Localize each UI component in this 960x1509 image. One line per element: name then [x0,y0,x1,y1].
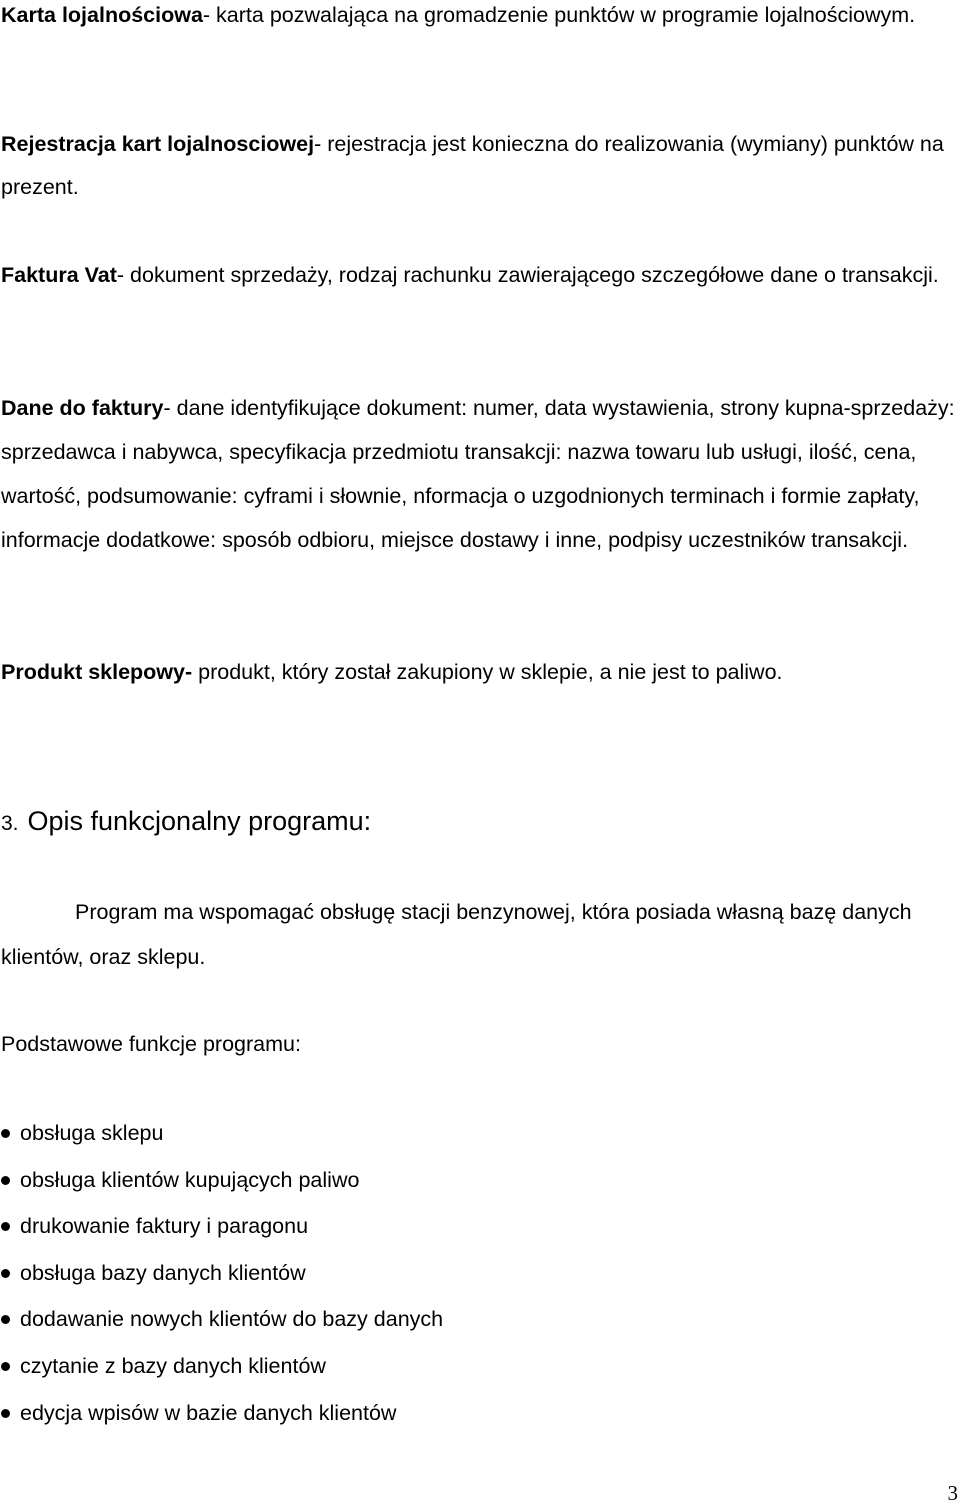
list-item [0,1250,443,1297]
definition-term: Faktura Vat [1,263,117,287]
list-item [0,1157,443,1204]
list-item-text: edycja wpisów w bazie danych klientów [20,1400,397,1425]
functions-list [0,1110,443,1436]
list-item [0,1203,443,1250]
definition-term: Dane do faktury [1,396,164,420]
list-item-text: czytanie z bazy danych klientów [20,1353,326,1378]
list-item-text: dodawanie nowych klientów do bazy danych [20,1307,444,1332]
list-item-text: obsługa klientów kupujących paliwo [20,1167,360,1192]
definition-paragraph [1,386,959,562]
bullet-icon [1,1176,10,1185]
definition-text: produkt, który został zakupiony w sklepie, a nie jest to paliwo. [192,660,783,684]
list-item [0,1390,443,1437]
bullet-icon [1,1129,10,1138]
page-number: 3 [947,1481,958,1505]
definition-paragraph [1,0,959,37]
bullet-icon [1,1222,10,1231]
definition-text: - dokument sprzedaży, rodzaj rachunku zawierającego szczegółowe dane o transakcji. [116,263,939,287]
definition-text: - dane identyfikujące dokument: numer, data wystawienia, strony kupna-sprzedaży: sprzedawca i nabywca, specyfikacja przedmiotu transakcji: nazwa towaru lub usługi, ilość, cena, wartość, podsumowanie: cyframi i słownie, nformacja o uzgodnionych terminach i formie zapłaty, informacje dodatkowe: sposób odbioru, miejsce dostawy i inne, podpisy uczestników transakcji. [1,396,955,552]
definition-term: Produkt sklepowy- [1,660,193,684]
definition-term: Rejestracja kart lojalnosciowej [1,132,315,156]
definition-paragraph [1,123,959,209]
section-heading [1,797,371,846]
definition-term: Karta lojalnościowa [1,3,203,27]
list-item [0,1296,443,1343]
definition-paragraph [1,254,959,297]
section-number: 3. [1,812,19,835]
list-item-text: obsługa sklepu [20,1121,164,1145]
definition-text: - karta pozwalająca na gromadzenie punktów w programie lojalnościowym. [202,3,916,27]
bullet-icon [1,1315,10,1324]
list-item [0,1343,443,1390]
bullet-icon [1,1409,10,1418]
list-item [0,1110,443,1157]
definition-text: - rejestracja jest konieczna do realizowania (wymiany) punktów na prezent. [1,132,944,199]
section-title: Opis funkcjonalny programu: [27,806,372,836]
functions-heading: Podstawowe funkcje programu: [1,1032,301,1056]
list-item-text: drukowanie faktury i paragonu [20,1214,309,1239]
intro-paragraph: Program ma wspomagać obsługę stacji benzynowej, która posiada własną bazę danych klientów, oraz sklepu. [1,900,912,969]
definition-paragraph [1,651,959,694]
bullet-icon [1,1269,10,1278]
list-item-text: obsługa bazy danych klientów [20,1260,306,1285]
bullet-icon [1,1362,10,1371]
